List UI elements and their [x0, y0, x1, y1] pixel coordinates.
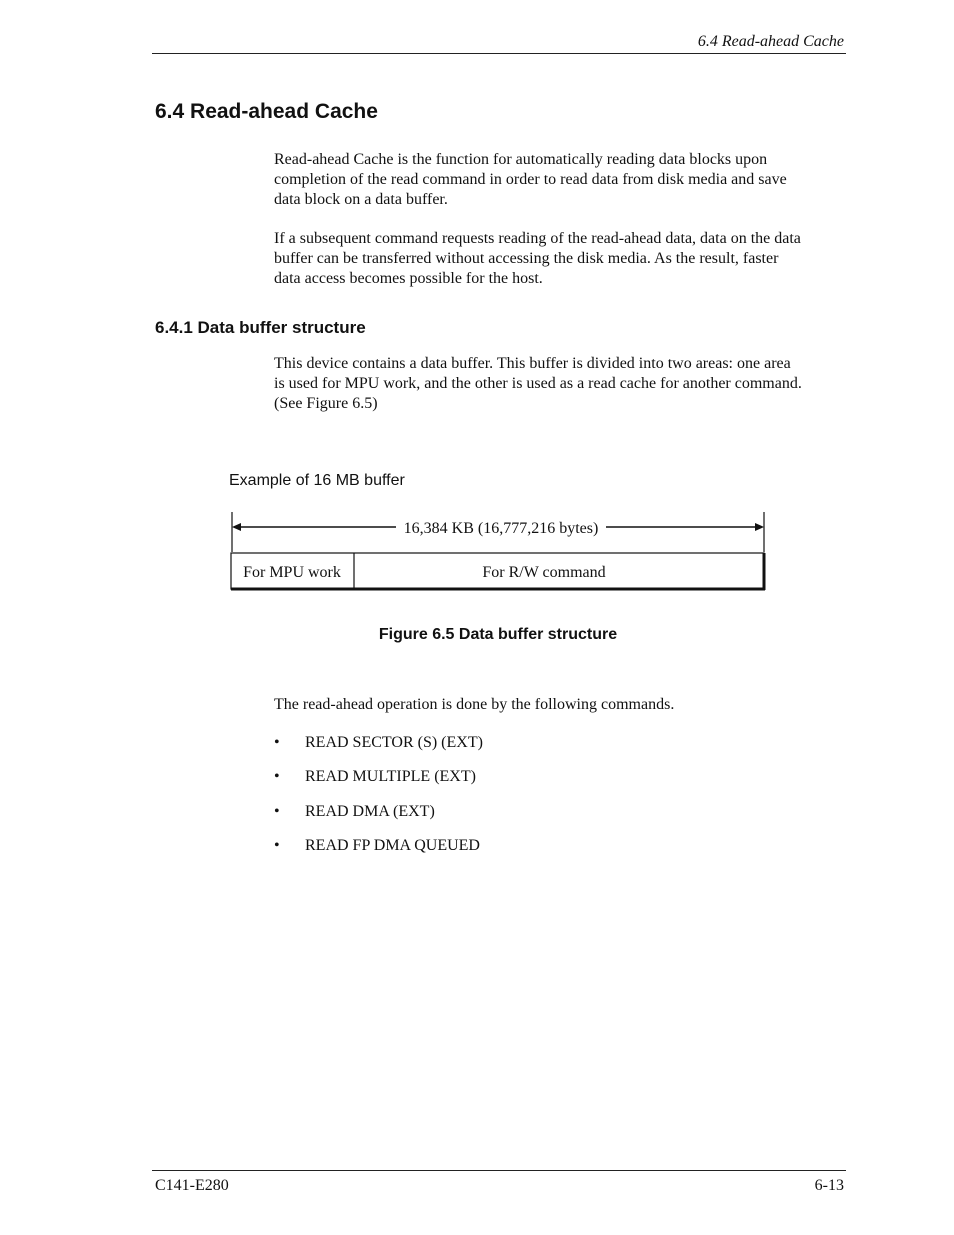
- paragraph-subsequent-command: [274, 229, 846, 289]
- text-line: The read-ahead operation is done by the following commands.: [274, 696, 675, 713]
- footer-rule: [152, 1170, 846, 1171]
- text-line: (See Figure 6.5): [274, 395, 378, 412]
- text-line: data access becomes possible for the host.: [274, 270, 543, 287]
- text-line: Read-ahead Cache is the function for automatically reading data blocks upon: [274, 151, 768, 168]
- list-item: [274, 767, 794, 801]
- bullet-icon: •: [274, 734, 280, 751]
- section-heading: 6.4 Read-ahead Cache: [155, 100, 378, 123]
- command-name: READ SECTOR (S) (EXT): [305, 734, 483, 751]
- paragraph-commands-intro: [274, 695, 846, 715]
- list-item: [274, 802, 794, 836]
- text-line: This device contains a data buffer. This buffer is divided into two areas: one area: [274, 355, 791, 372]
- list-item: [274, 733, 794, 767]
- text-line: If a subsequent command requests reading of the read-ahead data, data on the data: [274, 230, 801, 247]
- text-line: completion of the read command in order to read data from disk media and save: [274, 171, 787, 188]
- paragraph-read-ahead-intro: [274, 150, 846, 210]
- arrowhead-right-icon: [755, 523, 764, 531]
- header-rule: [152, 53, 846, 54]
- text-line: is used for MPU work, and the other is used as a read cache for another command.: [274, 375, 802, 392]
- command-name: READ MULTIPLE (EXT): [305, 768, 476, 786]
- figure-title: Figure 6.5 Data buffer structure: [378, 626, 618, 643]
- bullet-icon: •: [274, 768, 280, 786]
- arrowhead-left-icon: [232, 523, 241, 531]
- document-code: C141-E280: [155, 1177, 229, 1194]
- buffer-size-label: 16,384 KB (16,777,216 bytes): [403, 520, 599, 537]
- buffer-structure-diagram: [226, 508, 772, 598]
- page-number: 6-13: [814, 1177, 844, 1194]
- command-name: READ DMA (EXT): [305, 802, 435, 820]
- list-item: [274, 836, 794, 870]
- mpu-work-area-label: For MPU work: [243, 564, 341, 581]
- command-list: [274, 733, 794, 870]
- figure-example-label: Example of 16 MB buffer: [229, 472, 405, 489]
- subsection-heading: 6.4.1 Data buffer structure: [155, 318, 366, 337]
- bullet-icon: •: [274, 802, 280, 820]
- running-head: 6.4 Read-ahead Cache: [697, 33, 844, 50]
- text-line: data block on a data buffer.: [274, 191, 448, 208]
- bullet-icon: •: [274, 836, 280, 854]
- rw-command-area-label: For R/W command: [482, 564, 606, 581]
- text-line: buffer can be transferred without accessing the disk media. As the result, faster: [274, 250, 779, 267]
- paragraph-data-buffer: [274, 354, 846, 414]
- command-name: READ FP DMA QUEUED: [305, 836, 480, 854]
